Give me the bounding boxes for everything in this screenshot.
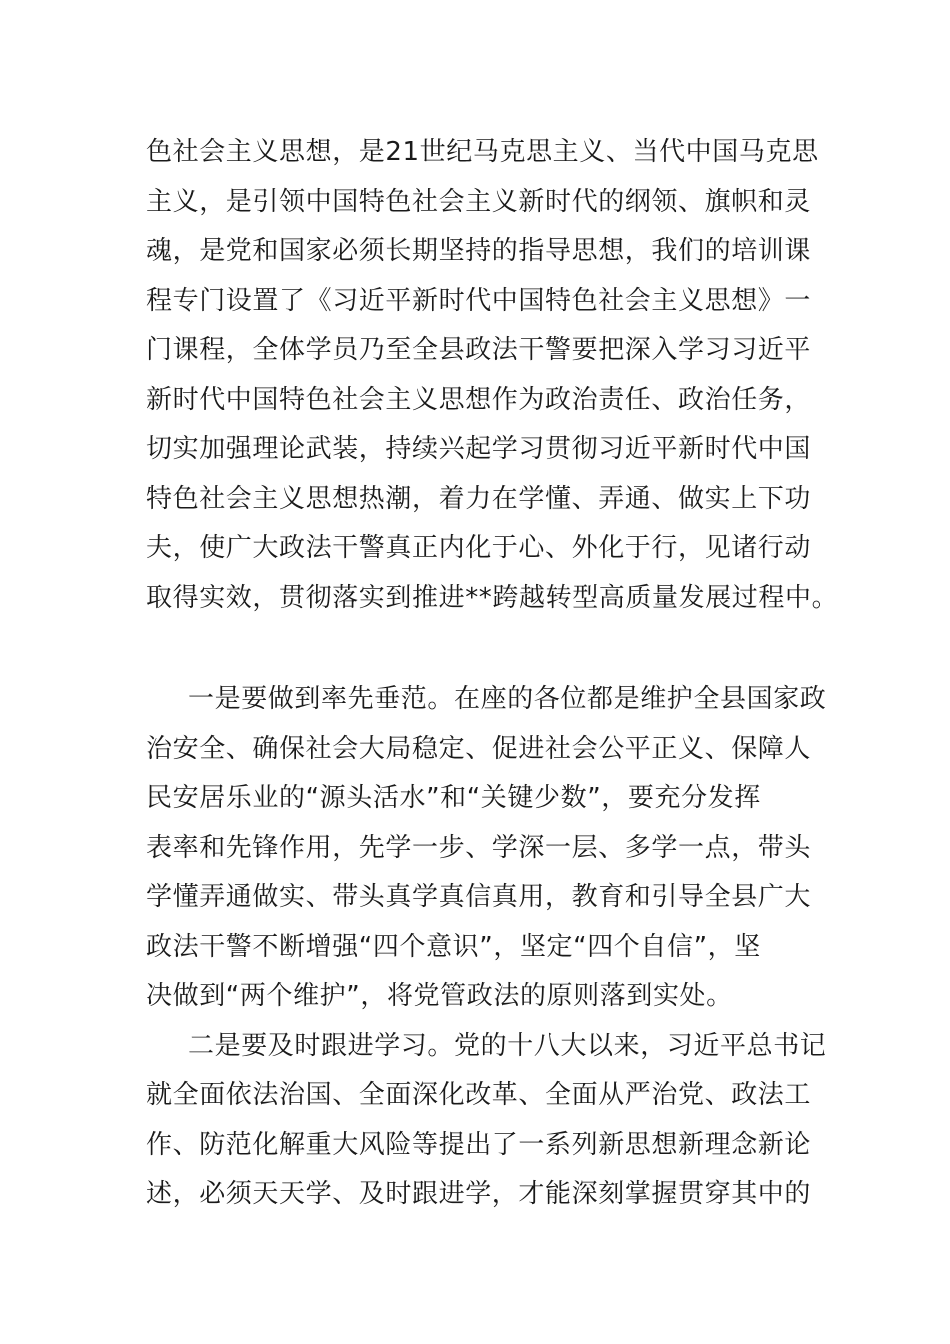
text-line-first: 二是要及时跟进学习。党的十八大以来，习近平总书记 — [188, 1030, 827, 1061]
text-line: 表率和先锋作用，先学一步、学深一层、多学一点，带头 — [146, 832, 812, 863]
text-line: 民安居乐业的“源头活水”和“关键少数”，要充分发挥 — [146, 783, 761, 813]
text-line: 政法干警不断增强“四个意识”，坚定“四个自信”，坚 — [146, 931, 761, 962]
text-line: 切实加强理论武装，持续兴起学习贯彻习近平新时代中国 — [146, 434, 812, 464]
text-line-first: 一是要做到率先垂范。在座的各位都是维护全县国家政 — [188, 684, 827, 714]
text-line: 学懂弄通做实、带头真学真信真用，教育和引导全县广大 — [146, 882, 812, 912]
paragraph-points — [146, 675, 826, 1220]
text-line: 就全面依法治国、全面深化改革、全面从严治党、政法工 — [146, 1080, 812, 1110]
text-line: 夫，使广大政法干警真正内化于心、外化于行，见诸行动 — [146, 533, 812, 563]
text-line: 新时代中国特色社会主义思想作为政治责任、政治任务， — [146, 384, 812, 415]
text-line: 主义，是引领中国特色社会主义新时代的纲领、旗帜和灵 — [146, 186, 812, 217]
text-line: 门课程，全体学员乃至全县政法干警要把深入学习习近平 — [146, 335, 812, 365]
text-line: 特色社会主义思想热潮，着力在学懂、弄通、做实上下功 — [146, 483, 812, 514]
text-line: 程专门设置了《习近平新时代中国特色社会主义思想》一 — [146, 285, 812, 316]
text-line: 治安全、确保社会大局稳定、促进社会公平正义、保障人 — [146, 733, 812, 764]
text-line: 决做到“两个维护”，将党管政法的原则落到实处。 — [146, 981, 733, 1011]
text-line: 取得实效，贯彻落实到推进**跨越转型高质量发展过程中。 — [146, 582, 839, 613]
text-line: 魂，是党和国家必须长期坚持的指导思想，我们的培训课 — [146, 236, 812, 266]
text-line: 作、防范化解重大风险等提出了一系列新思想新理念新论 — [146, 1129, 812, 1160]
text-line: 述，必须天天学、及时跟进学，才能深刻掌握贯穿其中的 — [146, 1179, 812, 1209]
text-line: 色社会主义思想，是21世纪马克思主义、当代中国马克思 — [146, 137, 819, 167]
paragraph-continuation — [146, 128, 839, 623]
